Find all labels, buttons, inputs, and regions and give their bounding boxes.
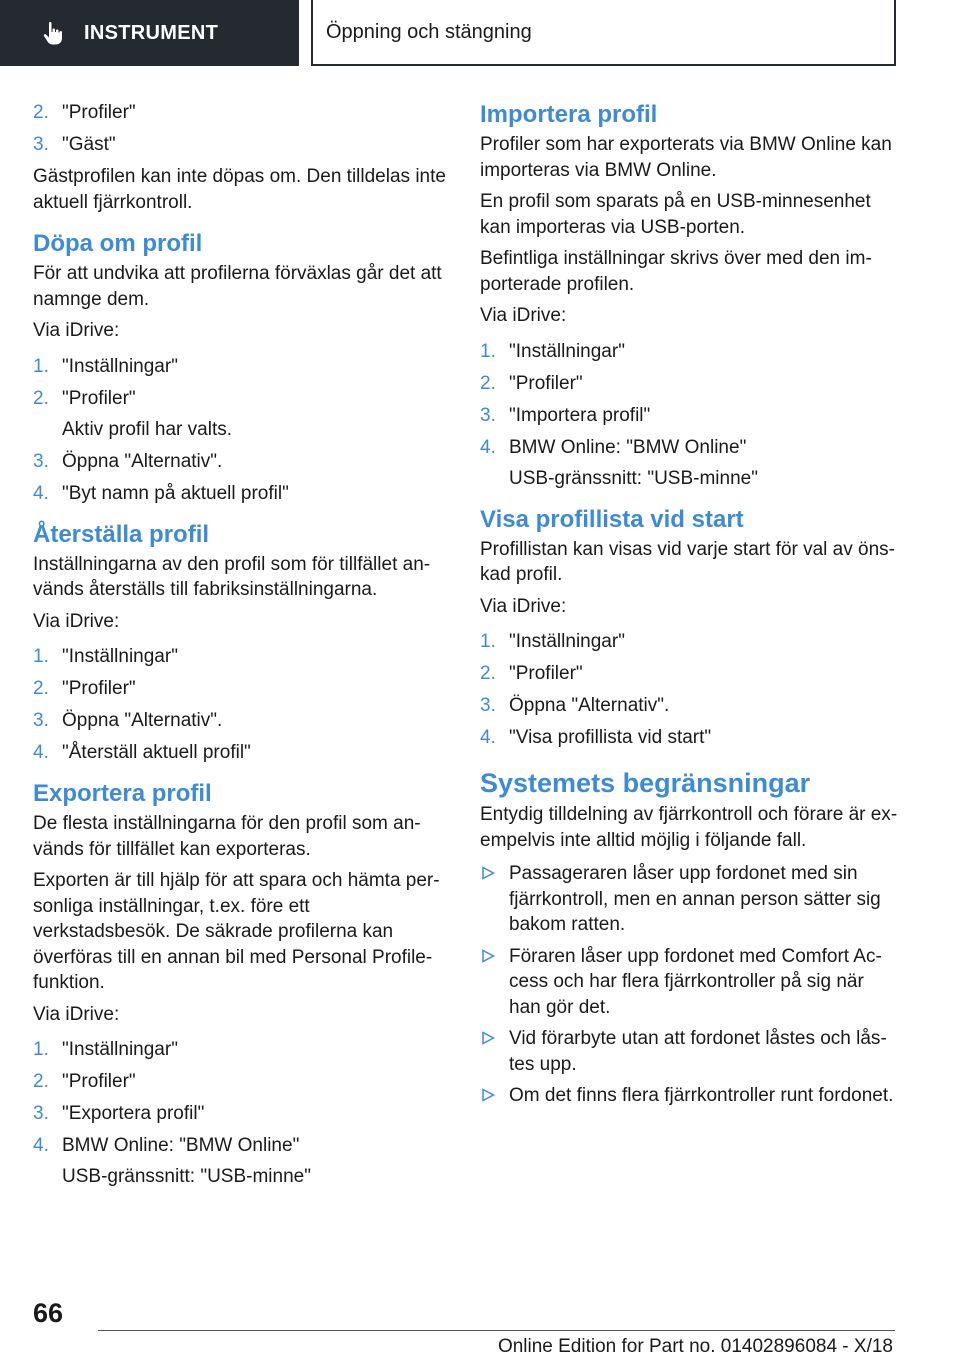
list-item: 4. "Byt namn på aktuell profil" <box>33 482 289 504</box>
export-paragraph-2: Exporten är till hjälp för att spara och hämta personliga inställningar, t.ex. före ett verkstadsbesök. De säkrade profilerna kan överföras till en annan bil med Personal Profile-funktion. <box>33 870 440 993</box>
list-item: 2. "Profiler" <box>33 102 136 123</box>
list-item: 4. BMW Online: "BMW Online" USB-gränssnitt: "USB-minne" <box>33 1135 311 1187</box>
triangle-bullet-icon <box>481 1031 495 1045</box>
intro-paragraph: Gästprofilen kan inte döpas om. Den tilldelas inte aktuell fjärrkontroll. <box>33 166 446 213</box>
list-item: 2. "Profiler" <box>33 1071 136 1092</box>
list-item: 1. "Inställningar" <box>480 631 625 652</box>
export-heading: Exportera profil <box>33 780 212 807</box>
startlist-via: Via iDrive: <box>480 595 567 617</box>
list-item: 1. "Inställningar" <box>33 1039 178 1060</box>
list-item: 3. Öppna "Alternativ". <box>33 450 223 472</box>
triangle-bullet-icon <box>481 866 495 880</box>
rename-paragraph: För att undvika att profilerna förväxlas går det att namnge dem. <box>33 263 442 310</box>
export-via: Via iDrive: <box>33 1003 120 1025</box>
limits-bullets <box>480 861 900 1109</box>
list-item: 4. BMW Online: "BMW Online" USB-gränssnitt: "USB-minne" <box>480 436 758 489</box>
rename-steps <box>33 354 451 506</box>
export-paragraph-1: De flesta inställningarna för den profil som används för tillfället kan exporteras. <box>33 813 421 860</box>
list-item: 2. "Profiler" <box>480 372 583 394</box>
limits-paragraph: Entydig tilldelning av fjärrkontroll och förare är exempelvis inte alltid möjlig i följande fall. <box>480 804 898 851</box>
list-item: 2. "Profiler" Aktiv profil har valts. <box>33 387 232 440</box>
export-steps <box>33 1037 451 1189</box>
rename-heading: Döpa om profil <box>33 230 203 257</box>
left-column <box>33 100 451 1196</box>
import-via: Via iDrive: <box>480 305 567 326</box>
reset-via: Via iDrive: <box>33 610 120 632</box>
triangle-bullet-icon <box>481 1088 495 1102</box>
list-item: Vid förarbyte utan att fordonet låstes och låstes upp. <box>480 1026 900 1077</box>
import-paragraph-2: En profil som sparats på en USB-minnesenhet kan importeras via USB-porten. <box>480 191 871 238</box>
import-steps <box>480 339 900 491</box>
reset-steps <box>33 644 451 765</box>
page-number: 66 <box>33 1298 64 1328</box>
triangle-bullet-icon <box>481 949 495 963</box>
pointing-hand-icon <box>40 20 66 46</box>
import-paragraph-1: Profiler som har exporterats via BMW Online kan importeras via BMW Online. <box>480 134 892 181</box>
list-item: 4. "Visa profillista vid start" <box>480 727 712 748</box>
section-label: INSTRUMENT <box>84 21 219 44</box>
intro-list <box>33 100 451 157</box>
list-item: Om det finns flera fjärrkontroller runt fordonet. <box>480 1083 900 1109</box>
list-item: 3. Öppna "Alternativ". <box>33 710 223 731</box>
reset-paragraph: Inställningarna av den profil som för tillfället används återställs till fabriksinställningarna. <box>33 553 431 600</box>
rename-via: Via iDrive: <box>33 320 120 341</box>
list-item: 1. "Inställningar" <box>33 355 178 377</box>
import-heading: Importera profil <box>480 101 658 128</box>
list-item: 1. "Inställningar" <box>33 646 178 667</box>
list-item: 3. Öppna "Alternativ". <box>480 695 670 716</box>
list-item: 1. "Inställningar" <box>480 340 625 362</box>
reset-heading: Återställa profil <box>33 520 210 548</box>
chapter-tab <box>311 0 896 66</box>
footer-divider <box>98 1330 895 1331</box>
section-tab <box>0 0 299 66</box>
list-item: Föraren låser upp fordonet med Comfort Access och har flera fjärrkontroller på sig när han gör det. <box>480 944 900 1021</box>
list-item: 3. "Gäst" <box>33 134 116 155</box>
list-item: 2. "Profiler" <box>480 663 583 684</box>
import-paragraph-3: Befintliga inställningar skrivs över med den importerade profilen. <box>480 248 872 295</box>
edition-note: Online Edition for Part no. 01402896084 - X/18 <box>497 1336 893 1357</box>
list-item: 4. "Återställ aktuell profil" <box>33 742 251 763</box>
list-item: 2. "Profiler" <box>33 678 136 699</box>
list-item: 3. "Importera profil" <box>480 404 651 426</box>
right-column <box>480 100 900 1115</box>
list-item: 3. "Exportera profil" <box>33 1103 205 1124</box>
limits-heading: Systemets begränsningar <box>480 768 811 798</box>
list-item: Passageraren låser upp fordonet med sin fjärrkontroll, men en annan person sätter sig bakom ratten. <box>480 861 900 938</box>
startlist-paragraph: Profillistan kan visas vid varje start för val av önskad profil. <box>480 538 895 585</box>
startlist-steps <box>480 629 900 750</box>
startlist-heading: Visa profillista vid start <box>480 505 744 533</box>
chapter-label: Öppning och stängning <box>326 20 532 43</box>
